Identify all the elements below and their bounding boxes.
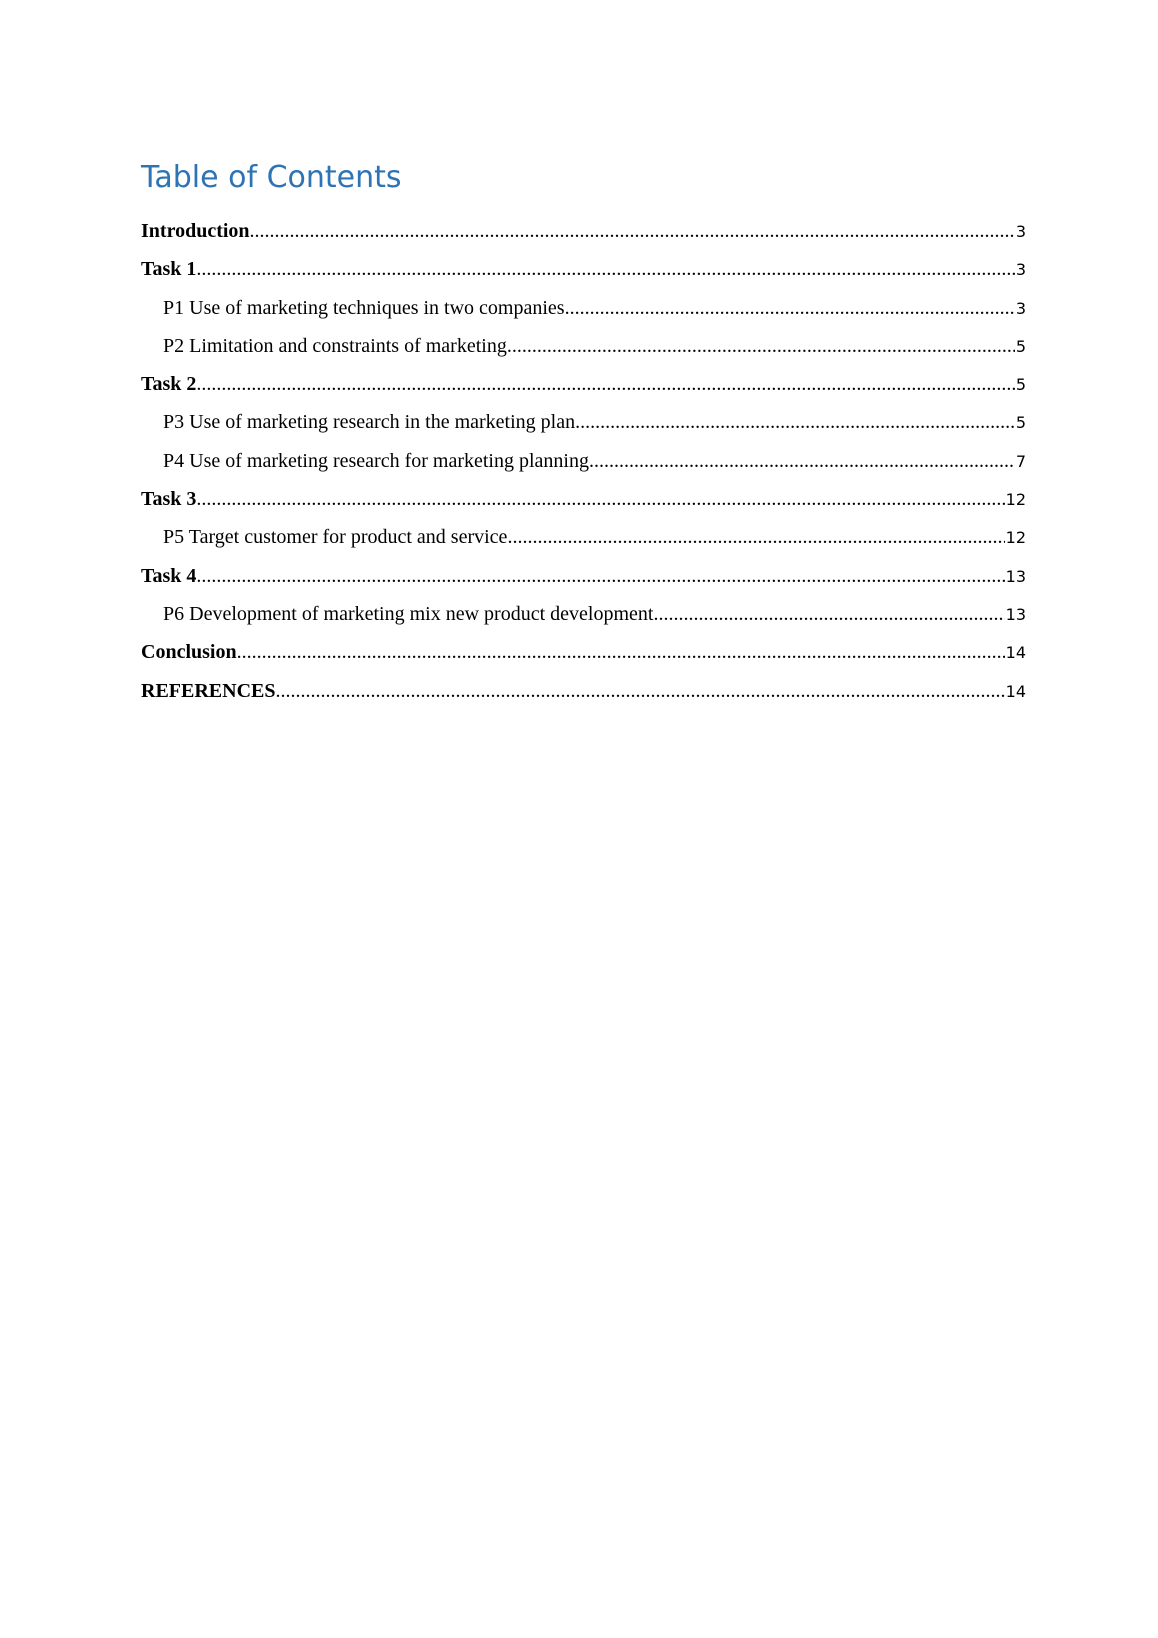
toc-dot-leader bbox=[575, 407, 1015, 437]
toc-entry-label: REFERENCES bbox=[141, 679, 276, 702]
toc-page-number: 14 bbox=[1005, 643, 1026, 663]
toc-entry-p2[interactable] bbox=[141, 331, 1026, 369]
toc-page-number: 3 bbox=[1015, 298, 1026, 318]
toc-entry-label: P6 Development of marketing mix new product development bbox=[163, 602, 654, 625]
toc-dot-leader bbox=[565, 293, 1015, 323]
toc-dot-leader bbox=[507, 331, 1015, 361]
toc-dot-leader bbox=[653, 599, 1004, 629]
toc-dot-leader bbox=[589, 446, 1015, 476]
toc-dot-leader bbox=[196, 369, 1014, 399]
toc-dot-leader bbox=[196, 561, 1004, 591]
toc-entry-p1[interactable] bbox=[141, 293, 1026, 331]
toc-page-number: 12 bbox=[1005, 528, 1026, 548]
toc-entry-task-3[interactable] bbox=[141, 484, 1026, 522]
toc-entry-label: Task 3 bbox=[141, 488, 197, 511]
toc-page-number: 3 bbox=[1015, 222, 1026, 241]
toc-entry-label: P4 Use of marketing research for marketing planning bbox=[163, 449, 589, 472]
toc-page-number: 13 bbox=[1005, 566, 1026, 586]
toc-dot-leader bbox=[507, 522, 1004, 552]
toc-dot-leader bbox=[250, 216, 1015, 246]
toc-dot-leader bbox=[275, 676, 1004, 706]
toc-page-number: 5 bbox=[1015, 413, 1026, 433]
toc-entry-label: P3 Use of marketing research in the marketing plan bbox=[163, 411, 576, 434]
toc-entry-label: Task 1 bbox=[141, 258, 197, 281]
toc-page-number: 13 bbox=[1005, 604, 1026, 624]
toc-entry-p5[interactable] bbox=[141, 522, 1026, 560]
toc-entry-label: Task 2 bbox=[141, 373, 197, 396]
toc-page-number: 3 bbox=[1015, 260, 1026, 280]
toc-entry-references[interactable] bbox=[141, 676, 1026, 714]
toc-entry-label: Introduction bbox=[141, 220, 250, 242]
toc-entry-p6[interactable] bbox=[141, 599, 1026, 637]
toc-entry-task-2[interactable] bbox=[141, 369, 1026, 407]
toc-page-number: 12 bbox=[1005, 490, 1026, 510]
toc-page-number: 7 bbox=[1015, 451, 1026, 471]
toc-dot-leader bbox=[196, 484, 1004, 514]
toc-entry-p4[interactable] bbox=[141, 446, 1026, 484]
toc-entry-label: Task 4 bbox=[141, 564, 197, 587]
toc-page-number: 5 bbox=[1015, 336, 1026, 356]
toc-title: Table of Contents bbox=[141, 160, 402, 195]
toc-entry-task-4[interactable] bbox=[141, 561, 1026, 599]
toc-entry-label: Conclusion bbox=[141, 641, 237, 664]
toc-entry-label: P5 Target customer for product and service bbox=[163, 526, 508, 549]
toc-entry-task-1[interactable] bbox=[141, 254, 1026, 292]
toc-dot-leader bbox=[237, 637, 1005, 667]
toc-entry-introduction[interactable] bbox=[141, 216, 1026, 254]
toc-list bbox=[141, 216, 1026, 714]
toc-entry-label: P2 Limitation and constraints of marketing bbox=[163, 334, 507, 357]
toc-entry-label: P1 Use of marketing techniques in two companies bbox=[163, 296, 565, 319]
toc-page-number: 14 bbox=[1005, 681, 1026, 701]
toc-dot-leader bbox=[196, 254, 1014, 284]
toc-entry-p3[interactable] bbox=[141, 407, 1026, 445]
toc-page-number: 5 bbox=[1015, 375, 1026, 395]
toc-entry-conclusion[interactable] bbox=[141, 637, 1026, 675]
